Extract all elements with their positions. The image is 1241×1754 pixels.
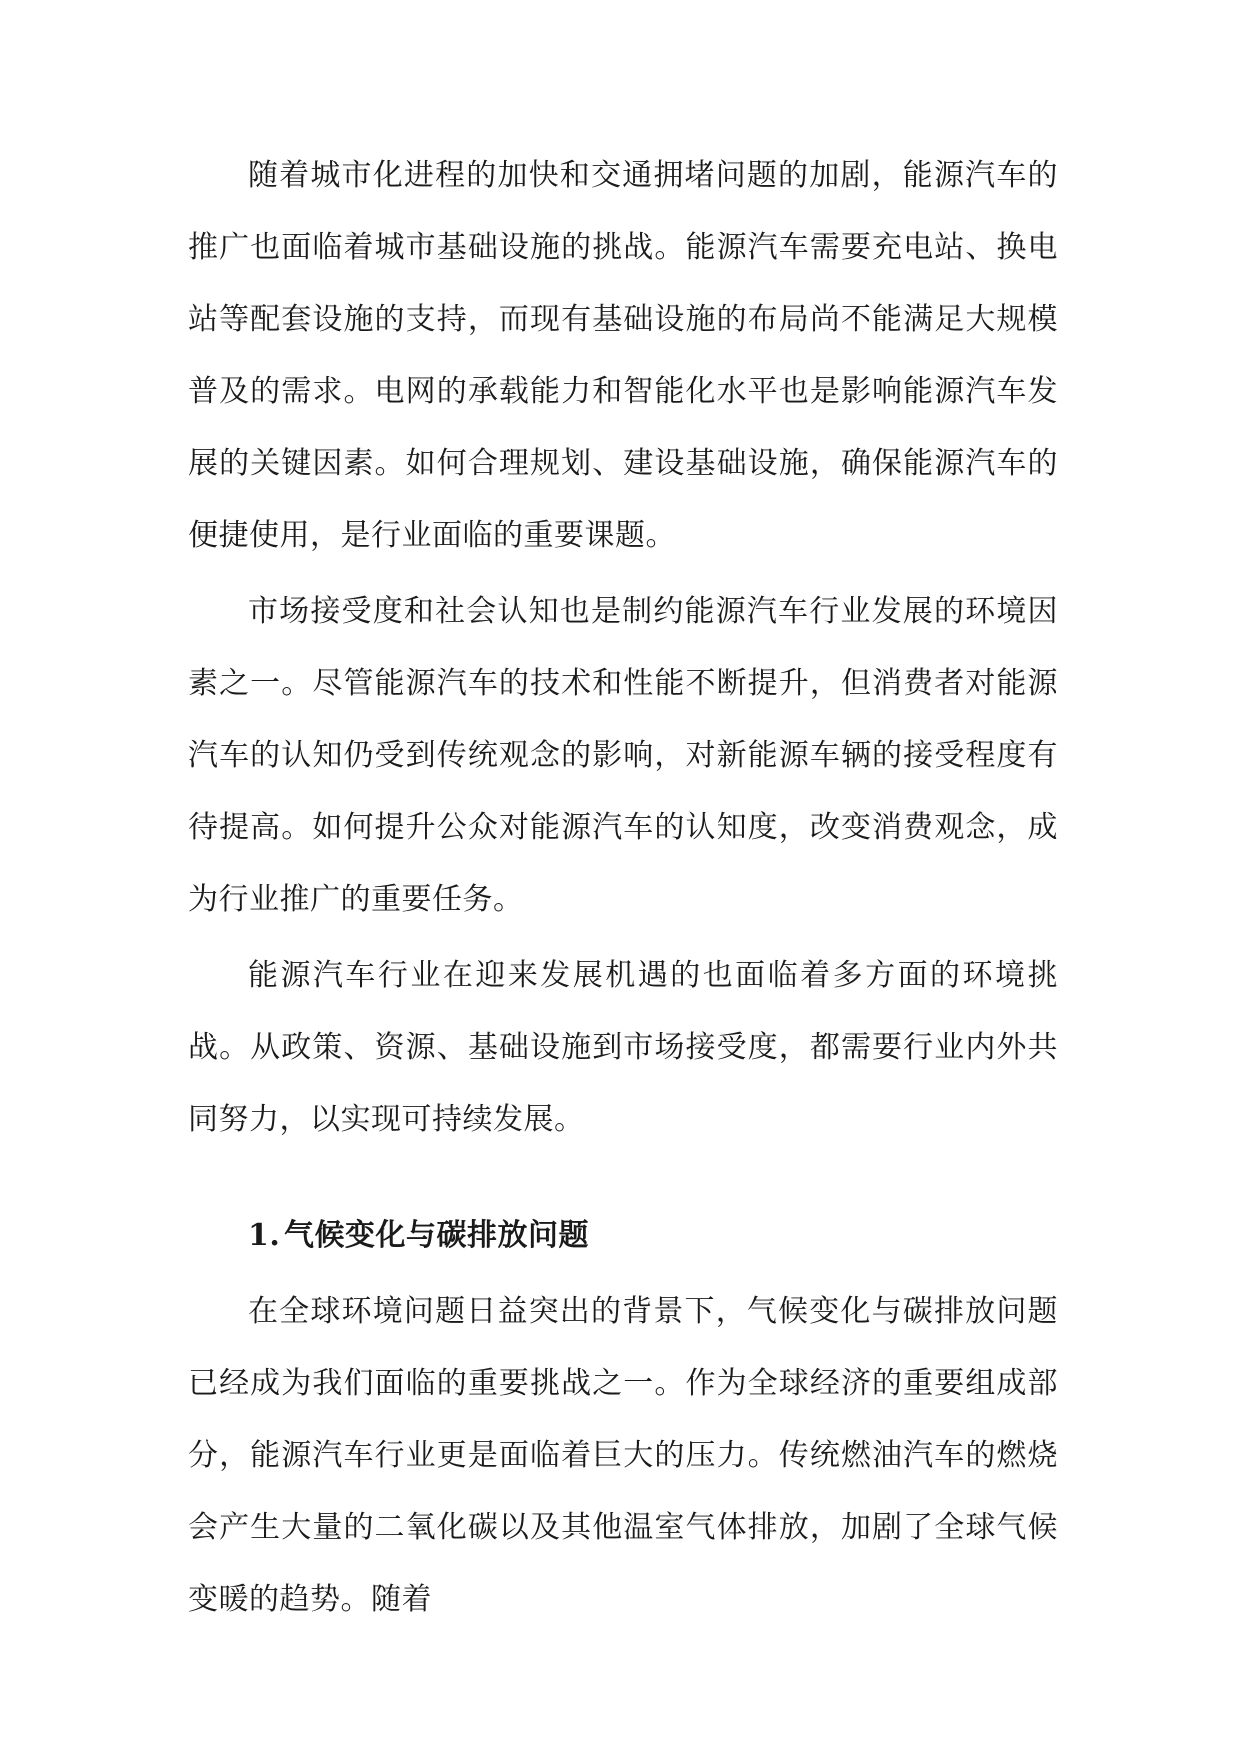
document-body xyxy=(188,140,1058,1636)
paragraph-infrastructure: 随着城市化进程的加快和交通拥堵问题的加剧，能源汽车的推广也面临着城市基础设施的挑战。能源汽车需要充电站、换电站等配套设施的支持，而现有基础设施的布局尚不能满足大规模普及的需求。电网的承载能力和智能化水平也是影响能源汽车发展的关键因素。如何合理规划、建设基础设施，确保能源汽车的便捷使用，是行业面临的重要课题。 xyxy=(188,158,1058,553)
section-heading xyxy=(188,1200,1058,1272)
section-title: 气候变化与碳排放问题 xyxy=(284,1218,589,1253)
section-number: 1. xyxy=(248,1218,281,1253)
paragraph-climate-change: 在全球环境问题日益突出的背景下，气候变化与碳排放问题已经成为我们面临的重要挑战之一。作为全球经济的重要组成部分，能源汽车行业更是面临着巨大的压力。传统燃油汽车的燃烧会产生大量的二氧化碳以及其他温室气体排放，加剧了全球气候变暖的趋势。随着 xyxy=(188,1294,1058,1617)
paragraph-summary: 能源汽车行业在迎来发展机遇的也面临着多方面的环境挑战。从政策、资源、基础设施到市场接受度，都需要行业内外共同努力，以实现可持续发展。 xyxy=(188,958,1058,1137)
paragraph-market-acceptance: 市场接受度和社会认知也是制约能源汽车行业发展的环境因素之一。尽管能源汽车的技术和性能不断提升，但消费者对能源汽车的认知仍受到传统观念的影响，对新能源车辆的接受程度有待提高。如何提升公众对能源汽车的认知度，改变消费观念，成为行业推广的重要任务。 xyxy=(188,594,1058,917)
